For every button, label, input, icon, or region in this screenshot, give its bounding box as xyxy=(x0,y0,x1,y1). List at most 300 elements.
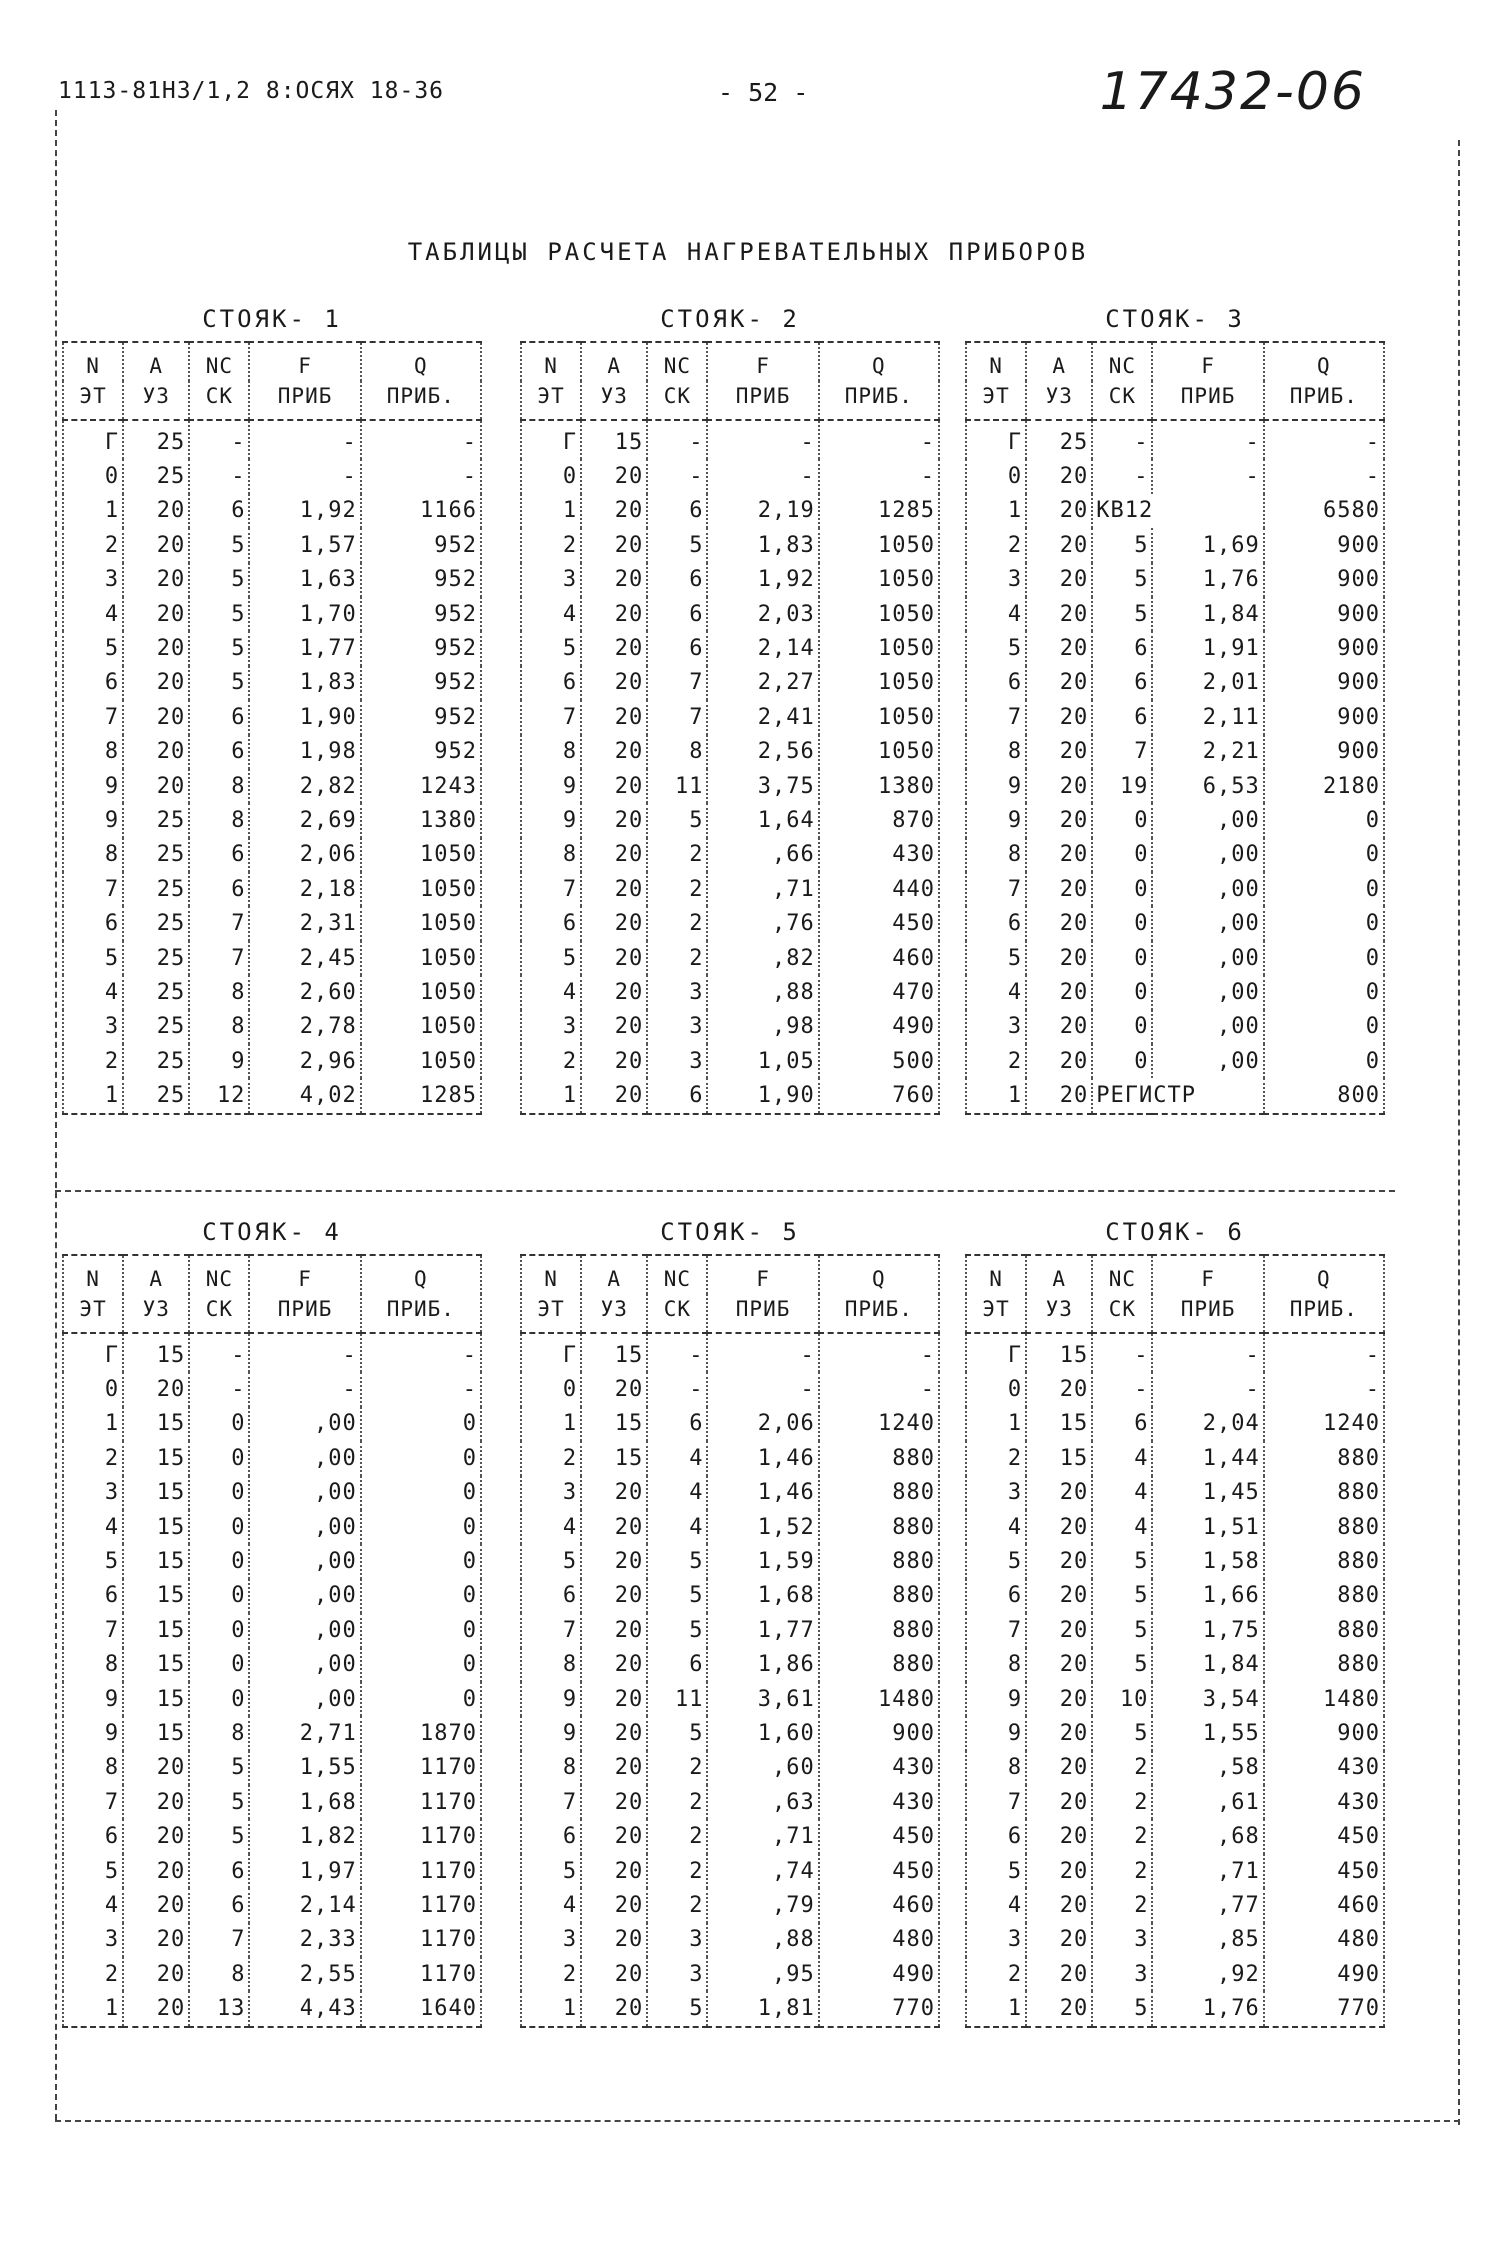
table-cell: 8 xyxy=(966,838,1026,872)
table-cell: 1 xyxy=(63,1991,123,2026)
header-code: 1113-81НЗ/1,2 8:ОСЯХ 18-36 xyxy=(58,78,445,104)
table-cell: - xyxy=(1152,1333,1263,1372)
table-cell: 25 xyxy=(123,1044,189,1078)
table-cell: 15 xyxy=(123,1407,189,1441)
table-row xyxy=(63,666,481,700)
column-header: N xyxy=(63,1255,123,1294)
column-header: ПРИБ. xyxy=(819,381,939,420)
column-header: ПРИБ. xyxy=(1264,381,1384,420)
column-header: N xyxy=(966,342,1026,381)
table-cell: 3 xyxy=(1092,1923,1152,1957)
table-row xyxy=(966,1078,1384,1113)
table-cell: 770 xyxy=(819,1991,939,2026)
column-header: F xyxy=(707,342,818,381)
column-header: СК xyxy=(1092,381,1152,420)
table-cell: 2,55 xyxy=(249,1957,360,1991)
table-cell: 20 xyxy=(1026,631,1092,665)
column-header: ЭТ xyxy=(966,1294,1026,1333)
table-cell: 900 xyxy=(1264,666,1384,700)
column-header: Q xyxy=(361,342,481,381)
table-cell: 8 xyxy=(189,1716,249,1750)
table-cell: 8 xyxy=(63,1648,123,1682)
table-cell: 20 xyxy=(1026,735,1092,769)
table-cell: 3 xyxy=(521,1010,581,1044)
table-cell: 0 xyxy=(521,459,581,493)
table-cell: Г xyxy=(63,1333,123,1372)
table-cell: ,00 xyxy=(1152,1044,1263,1078)
table-cell: 5 xyxy=(1092,1579,1152,1613)
table-cell: 440 xyxy=(819,872,939,906)
table-cell: 6 xyxy=(63,666,123,700)
table-cell: 9 xyxy=(966,803,1026,837)
table-cell: 8 xyxy=(521,1751,581,1785)
table-cell: 2,14 xyxy=(707,631,818,665)
column-header: F xyxy=(249,1255,360,1294)
table-cell: ,85 xyxy=(1152,1923,1263,1957)
table-cell: 5 xyxy=(189,1785,249,1819)
table-cell: 2 xyxy=(966,1044,1026,1078)
table-cell: 6 xyxy=(647,631,707,665)
table-cell: 4 xyxy=(647,1510,707,1544)
table-cell: 4 xyxy=(966,975,1026,1009)
column-header: Q xyxy=(1264,342,1384,381)
table-cell: ,76 xyxy=(707,906,818,940)
table-row xyxy=(63,1476,481,1510)
table-cell: - xyxy=(647,1372,707,1406)
table-cell: 5 xyxy=(63,1544,123,1578)
table-cell: 0 xyxy=(1092,803,1152,837)
table-cell: 6 xyxy=(63,1579,123,1613)
table-cell: 1,97 xyxy=(249,1854,360,1888)
table-cell: 460 xyxy=(1264,1888,1384,1922)
table-cell: 0 xyxy=(189,1441,249,1475)
table-cell: Г xyxy=(521,420,581,459)
column-header: NC xyxy=(189,342,249,381)
page-header xyxy=(58,62,1426,130)
table-cell: 430 xyxy=(819,1751,939,1785)
table-cell: 450 xyxy=(819,1854,939,1888)
table-cell: 20 xyxy=(581,1923,647,1957)
table-cell: 3 xyxy=(966,1923,1026,1957)
table-cell: 6 xyxy=(189,735,249,769)
table-cell: 9 xyxy=(521,769,581,803)
column-header: F xyxy=(1152,342,1263,381)
table-cell: 25 xyxy=(123,975,189,1009)
table-row xyxy=(521,1544,939,1578)
table-cell: 1 xyxy=(521,494,581,528)
table-cell: 4 xyxy=(647,1441,707,1475)
table-cell: - xyxy=(707,459,818,493)
table-cell: 9 xyxy=(521,1682,581,1716)
table-cell: - xyxy=(819,459,939,493)
table-row xyxy=(63,1716,481,1750)
table-row xyxy=(63,1923,481,1957)
table-cell: 1050 xyxy=(361,1010,481,1044)
table-cell: 6 xyxy=(1092,1407,1152,1441)
table-cell: ,00 xyxy=(249,1476,360,1510)
table-cell: 2,45 xyxy=(249,941,360,975)
table-cell: 1,60 xyxy=(707,1716,818,1750)
column-header: ПРИБ xyxy=(1152,1294,1263,1333)
table-cell: 0 xyxy=(1264,941,1384,975)
table-cell: 6 xyxy=(647,494,707,528)
table-cell: ,68 xyxy=(1152,1819,1263,1853)
table-cell: 20 xyxy=(123,1957,189,1991)
table-cell: 1,70 xyxy=(249,597,360,631)
table-row xyxy=(63,420,481,459)
table-row xyxy=(966,735,1384,769)
table-cell: 5 xyxy=(966,1854,1026,1888)
column-header: ЭТ xyxy=(966,381,1026,420)
table-cell: ,88 xyxy=(707,1923,818,1957)
table-cell: 25 xyxy=(123,906,189,940)
table-cell: 20 xyxy=(581,1510,647,1544)
table-cell: 2,14 xyxy=(249,1888,360,1922)
table-cell: 5 xyxy=(1092,597,1152,631)
column-header: Q xyxy=(819,1255,939,1294)
table-cell: 430 xyxy=(1264,1785,1384,1819)
table-cell: 8 xyxy=(521,838,581,872)
table-cell: 5 xyxy=(647,1716,707,1750)
table-cell: 4 xyxy=(521,975,581,1009)
table-cell: 3,54 xyxy=(1152,1682,1263,1716)
table-cell: 0 xyxy=(189,1476,249,1510)
column-header: ПРИБ xyxy=(249,1294,360,1333)
table-cell: 1050 xyxy=(819,700,939,734)
table-row xyxy=(966,906,1384,940)
table-cell: 2 xyxy=(647,941,707,975)
table-cell: 3 xyxy=(647,975,707,1009)
table-cell: 3 xyxy=(63,1476,123,1510)
table-row xyxy=(966,1441,1384,1475)
table-cell: 0 xyxy=(1092,1010,1152,1044)
table-cell: 1,59 xyxy=(707,1544,818,1578)
table-cell: ,00 xyxy=(249,1682,360,1716)
column-header: УЗ xyxy=(1026,381,1092,420)
table-cell: 20 xyxy=(581,1648,647,1682)
table-cell: 0 xyxy=(1264,803,1384,837)
riser-title: СТОЯК- 6 xyxy=(1105,1218,1245,1246)
table-cell: 1,55 xyxy=(249,1751,360,1785)
table-cell: 2 xyxy=(1092,1751,1152,1785)
table-cell: 6 xyxy=(63,1819,123,1853)
column-header: УЗ xyxy=(123,381,189,420)
table-cell: 3 xyxy=(966,563,1026,597)
table-cell: 1170 xyxy=(361,1751,481,1785)
table-row xyxy=(63,1510,481,1544)
table-cell: 15 xyxy=(123,1333,189,1372)
table-cell: 1240 xyxy=(1264,1407,1384,1441)
column-header: УЗ xyxy=(581,1294,647,1333)
table-cell: 6 xyxy=(63,906,123,940)
table-cell: 25 xyxy=(123,803,189,837)
table-cell: 15 xyxy=(123,1648,189,1682)
table-cell: 20 xyxy=(123,1819,189,1853)
table-row xyxy=(63,1044,481,1078)
table-cell: 5 xyxy=(647,1579,707,1613)
table-cell: 20 xyxy=(581,528,647,562)
table-cell: 5 xyxy=(1092,563,1152,597)
table-cell: - xyxy=(1092,1333,1152,1372)
table-cell: 20 xyxy=(123,1991,189,2026)
table-cell: 20 xyxy=(1026,700,1092,734)
table-cell: 2,18 xyxy=(249,872,360,906)
table-cell: - xyxy=(189,459,249,493)
table-cell: 20 xyxy=(581,803,647,837)
table-cell: 1,64 xyxy=(707,803,818,837)
table-cell: 15 xyxy=(581,420,647,459)
column-header: ПРИБ. xyxy=(361,381,481,420)
column-header: СК xyxy=(1092,1294,1152,1333)
table-row xyxy=(966,1044,1384,1078)
table-cell: 460 xyxy=(819,1888,939,1922)
table-row xyxy=(966,1716,1384,1750)
table-row xyxy=(63,1682,481,1716)
table-cell: 8 xyxy=(521,735,581,769)
table-cell: 1,83 xyxy=(707,528,818,562)
table-row xyxy=(966,1854,1384,1888)
table-cell: 6 xyxy=(966,906,1026,940)
table-cell: 1243 xyxy=(361,769,481,803)
table-row xyxy=(966,494,1384,528)
table-cell: 7 xyxy=(189,941,249,975)
table-cell: 1,86 xyxy=(707,1648,818,1682)
table-cell: ,92 xyxy=(1152,1957,1263,1991)
table-cell: 1050 xyxy=(819,631,939,665)
table-row xyxy=(521,1510,939,1544)
table-cell: 20 xyxy=(1026,1819,1092,1853)
table-cell: 2 xyxy=(647,906,707,940)
table-cell: 15 xyxy=(123,1682,189,1716)
table-cell: 7 xyxy=(966,872,1026,906)
table-cell: 6 xyxy=(647,1648,707,1682)
table-cell: 3 xyxy=(966,1010,1026,1044)
table-cell: 1,05 xyxy=(707,1044,818,1078)
table-cell: 20 xyxy=(1026,906,1092,940)
table-cell: 5 xyxy=(189,597,249,631)
table-row xyxy=(966,1888,1384,1922)
table-cell: ,58 xyxy=(1152,1751,1263,1785)
table-cell: 20 xyxy=(123,1923,189,1957)
table-cell: 20 xyxy=(123,735,189,769)
table-cell: 15 xyxy=(581,1333,647,1372)
column-header: СК xyxy=(647,1294,707,1333)
table-row xyxy=(521,803,939,837)
table-cell: 1,90 xyxy=(249,700,360,734)
table-cell: 2,01 xyxy=(1152,666,1263,700)
table-cell: 7 xyxy=(521,700,581,734)
table-row xyxy=(521,1613,939,1647)
table-cell: - xyxy=(1264,420,1384,459)
table-row xyxy=(521,1751,939,1785)
table-cell: 952 xyxy=(361,735,481,769)
table-cell: 880 xyxy=(1264,1476,1384,1510)
table-cell: 20 xyxy=(123,666,189,700)
column-header: ЭТ xyxy=(63,381,123,420)
table-cell: 20 xyxy=(581,1476,647,1510)
column-header: ПРИБ. xyxy=(819,1294,939,1333)
table-cell: 1170 xyxy=(361,1923,481,1957)
table-row xyxy=(966,563,1384,597)
table-cell: 20 xyxy=(1026,1372,1092,1406)
table-cell: 1,91 xyxy=(1152,631,1263,665)
table-cell: 9 xyxy=(966,1682,1026,1716)
table-cell: 4 xyxy=(63,597,123,631)
table-cell: - xyxy=(819,1333,939,1372)
table-cell: 1050 xyxy=(819,666,939,700)
frame-left-border xyxy=(55,110,57,2120)
table-cell: 0 xyxy=(1092,906,1152,940)
table-cell: 2,96 xyxy=(249,1044,360,1078)
table-cell: 2 xyxy=(521,528,581,562)
table-cell: 20 xyxy=(1026,1751,1092,1785)
table-row xyxy=(966,1333,1384,1372)
table-cell: 7 xyxy=(521,1785,581,1819)
table-cell: 450 xyxy=(1264,1819,1384,1853)
table-cell: 1050 xyxy=(819,735,939,769)
table-cell: 1050 xyxy=(819,528,939,562)
table-row xyxy=(966,975,1384,1009)
table-cell: 0 xyxy=(189,1407,249,1441)
table-cell: 0 xyxy=(63,1372,123,1406)
table-cell: 13 xyxy=(189,1991,249,2026)
table-cell: 0 xyxy=(361,1544,481,1578)
table-cell: 5 xyxy=(647,803,707,837)
table-cell: 900 xyxy=(1264,1716,1384,1750)
riser-data-table xyxy=(62,341,482,1115)
table-cell: 0 xyxy=(1092,975,1152,1009)
table-cell: 6 xyxy=(1092,631,1152,665)
table-row xyxy=(966,700,1384,734)
table-cell: 1,44 xyxy=(1152,1441,1263,1475)
table-cell: 1050 xyxy=(819,597,939,631)
table-cell: 430 xyxy=(1264,1751,1384,1785)
column-header: A xyxy=(581,1255,647,1294)
table-cell: - xyxy=(361,1333,481,1372)
table-cell: 20 xyxy=(581,1682,647,1716)
table-cell: 880 xyxy=(1264,1613,1384,1647)
table-cell: 0 xyxy=(521,1372,581,1406)
table-cell: 1 xyxy=(521,1991,581,2026)
table-cell: 470 xyxy=(819,975,939,1009)
table-cell: ,00 xyxy=(249,1648,360,1682)
table-cell: 1285 xyxy=(361,1078,481,1113)
table-cell: 0 xyxy=(361,1682,481,1716)
table-cell: 1,57 xyxy=(249,528,360,562)
table-cell: 1050 xyxy=(361,838,481,872)
table-cell: 6 xyxy=(1092,666,1152,700)
table-cell: 0 xyxy=(1264,1010,1384,1044)
table-cell: 7 xyxy=(521,872,581,906)
table-cell: 900 xyxy=(819,1716,939,1750)
table-cell: 1380 xyxy=(819,769,939,803)
table-row xyxy=(63,1888,481,1922)
table-row xyxy=(966,1819,1384,1853)
table-cell: - xyxy=(1264,1333,1384,1372)
table-row xyxy=(63,1333,481,1372)
table-cell: 490 xyxy=(1264,1957,1384,1991)
table-cell: 1,69 xyxy=(1152,528,1263,562)
table-cell: 2 xyxy=(966,1441,1026,1475)
table-cell: 3 xyxy=(63,1923,123,1957)
table-cell: 0 xyxy=(361,1476,481,1510)
table-cell: 6 xyxy=(521,1579,581,1613)
table-cell: 20 xyxy=(581,666,647,700)
table-cell: 0 xyxy=(361,1510,481,1544)
table-cell: 8 xyxy=(189,769,249,803)
riser-table-6 xyxy=(965,1218,1385,2028)
table-cell: 8 xyxy=(189,1010,249,1044)
table-cell: 5 xyxy=(189,528,249,562)
table-cell: ,88 xyxy=(707,975,818,1009)
table-cell: 1 xyxy=(966,1078,1026,1113)
table-cell: 20 xyxy=(581,1957,647,1991)
table-cell: 450 xyxy=(819,906,939,940)
column-header: NC xyxy=(647,342,707,381)
table-cell: 20 xyxy=(581,1613,647,1647)
table-row xyxy=(966,1510,1384,1544)
table-cell: 2 xyxy=(647,1785,707,1819)
column-header: ПРИБ xyxy=(707,381,818,420)
table-cell: 1,92 xyxy=(249,494,360,528)
table-cell: 6 xyxy=(966,1579,1026,1613)
table-cell: 5 xyxy=(1092,528,1152,562)
table-cell: 15 xyxy=(123,1476,189,1510)
frame-right-border xyxy=(1458,140,1460,2125)
table-cell: 25 xyxy=(123,1078,189,1113)
table-cell: 20 xyxy=(123,631,189,665)
table-cell: 7 xyxy=(966,700,1026,734)
table-cell: 4 xyxy=(521,1888,581,1922)
table-cell: 8 xyxy=(966,1648,1026,1682)
table-row xyxy=(63,700,481,734)
table-cell: - xyxy=(361,459,481,493)
table-cell: 1050 xyxy=(361,975,481,1009)
table-cell: 1,76 xyxy=(1152,1991,1263,2026)
table-cell: 1,81 xyxy=(707,1991,818,2026)
table-cell: 20 xyxy=(1026,1613,1092,1647)
table-row xyxy=(966,1957,1384,1991)
riser-data-table xyxy=(965,341,1385,1115)
table-cell: 20 xyxy=(581,941,647,975)
table-row xyxy=(63,1957,481,1991)
table-cell: ,00 xyxy=(1152,838,1263,872)
table-cell: 25 xyxy=(123,420,189,459)
column-header: F xyxy=(1152,1255,1263,1294)
table-cell: 0 xyxy=(361,1648,481,1682)
table-cell: 1,63 xyxy=(249,563,360,597)
table-cell: 25 xyxy=(123,838,189,872)
table-cell: ,77 xyxy=(1152,1888,1263,1922)
table-cell: 7 xyxy=(63,700,123,734)
table-cell: 2,27 xyxy=(707,666,818,700)
table-cell: 2,33 xyxy=(249,1923,360,1957)
table-row xyxy=(63,597,481,631)
table-cell: ,00 xyxy=(1152,803,1263,837)
table-cell: Г xyxy=(966,420,1026,459)
table-row xyxy=(521,941,939,975)
table-cell: 1166 xyxy=(361,494,481,528)
table-cell: 3 xyxy=(647,1957,707,1991)
table-cell: 2 xyxy=(1092,1854,1152,1888)
table-cell: 5 xyxy=(1092,1613,1152,1647)
table-cell: 20 xyxy=(581,1785,647,1819)
group-separator xyxy=(55,1190,1395,1192)
column-header: СК xyxy=(189,1294,249,1333)
table-cell: 20 xyxy=(1026,838,1092,872)
table-cell: 1 xyxy=(966,494,1026,528)
table-cell: 1 xyxy=(63,494,123,528)
